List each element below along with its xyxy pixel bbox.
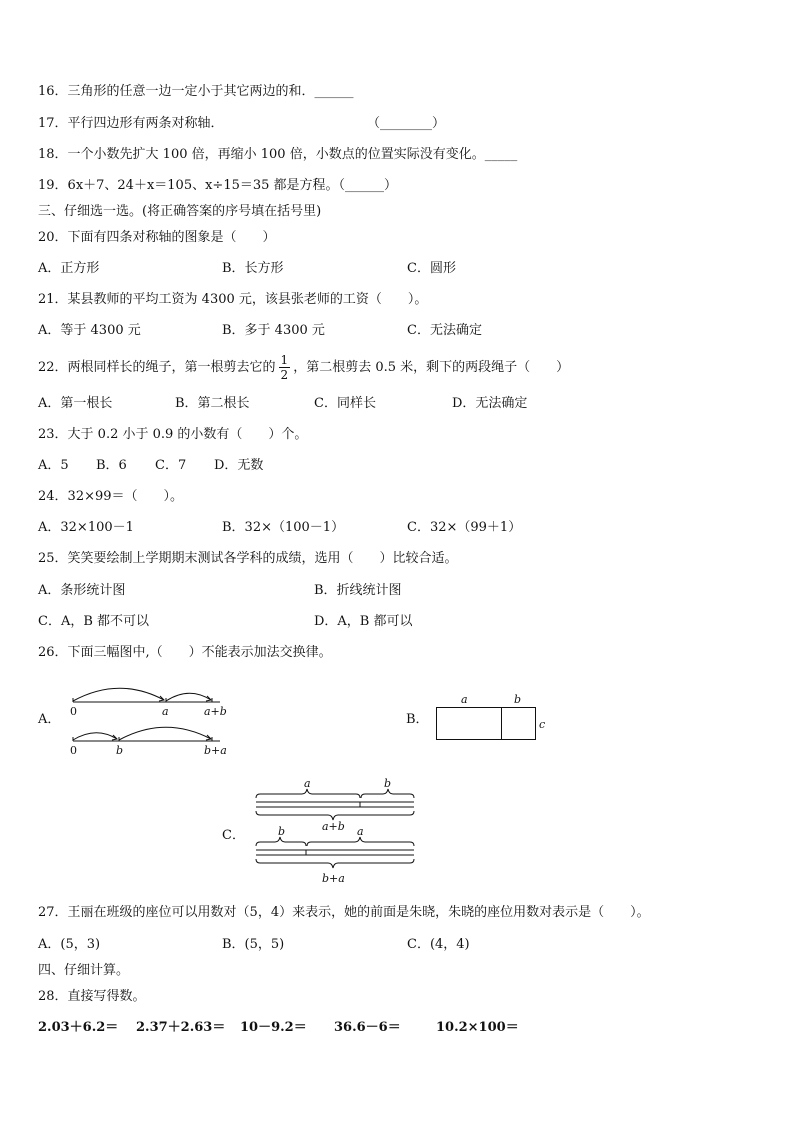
- option-a[interactable]: A．(5，3): [38, 937, 101, 952]
- question-text: 18．一个小数先扩大 100 倍，再缩小 100 倍，小数点的位置实际没有变化。: [38, 147, 485, 162]
- option-b[interactable]: B．折线统计图: [314, 583, 402, 598]
- fraction-denominator: 2: [280, 368, 289, 382]
- option-b[interactable]: B．多于 4300 元: [222, 323, 325, 338]
- jump-arc: [166, 693, 211, 701]
- question-text: 17．平行四边形有两条对称轴．: [38, 116, 224, 131]
- calc-item[interactable]: 2.03＋6.2＝: [38, 1020, 119, 1035]
- option-c[interactable]: C．7: [155, 458, 187, 473]
- option-d[interactable]: D．无数: [214, 458, 264, 473]
- tick-label: 0: [70, 744, 77, 757]
- answer-blank[interactable]: ______: [314, 84, 354, 99]
- option-b[interactable]: B．(5，5): [222, 937, 285, 952]
- option-b[interactable]: B．第二根长: [175, 396, 250, 411]
- option-a[interactable]: A．5: [38, 458, 69, 473]
- jump-arc: [119, 727, 211, 740]
- brace-b: [361, 789, 414, 798]
- brace-sum: [256, 811, 414, 820]
- option-c[interactable]: C．圆形: [407, 261, 456, 276]
- sum-label: b+a: [322, 872, 345, 885]
- jump-arc: [73, 688, 164, 701]
- option-a[interactable]: A．正方形: [38, 261, 100, 276]
- answer-parentheses[interactable]: （________）: [367, 116, 446, 131]
- question-26: 26．下面三幅图中,（ ）不能表示加法交换律。: [38, 645, 332, 660]
- question-28: 28．直接写得数。: [38, 989, 146, 1004]
- question-text: 19．6x＋7、24＋x＝105、x÷15＝35 都是方程。: [38, 178, 339, 193]
- option-c-label[interactable]: C．: [222, 828, 245, 843]
- option-d[interactable]: D．A，B 都可以: [314, 614, 413, 629]
- brace-a: [307, 837, 414, 846]
- segment-label: a: [357, 825, 364, 838]
- answer-blank[interactable]: _____: [484, 147, 518, 162]
- rectangle-figure-b: [430, 690, 560, 745]
- option-c[interactable]: C．32×（99＋1）: [407, 520, 522, 535]
- option-c[interactable]: C．(4，4): [407, 937, 470, 952]
- fraction-numerator: 1: [280, 353, 289, 367]
- option-a[interactable]: A．等于 4300 元: [38, 323, 141, 338]
- brace-sum: [256, 859, 414, 868]
- question-17: [38, 116, 224, 132]
- tick-label: b: [116, 744, 124, 757]
- fraction-one-half: [279, 354, 291, 381]
- answer-parentheses[interactable]: （______）: [338, 178, 398, 193]
- option-b[interactable]: B．长方形: [222, 261, 284, 276]
- question-16: [38, 84, 354, 100]
- question-23: 23．大于 0.2 小于 0.9 的小数有（ ）个。: [38, 427, 308, 442]
- option-a-label[interactable]: A．: [38, 712, 61, 727]
- question-20: 20．下面有四条对称轴的图象是（ ）: [38, 230, 276, 245]
- option-b-label[interactable]: B．: [406, 712, 429, 727]
- option-c[interactable]: C．无法确定: [407, 323, 482, 338]
- segment-label: b: [384, 778, 392, 790]
- brace-b: [256, 837, 306, 846]
- option-b[interactable]: B．6: [96, 458, 127, 473]
- option-d[interactable]: D．无法确定: [452, 396, 528, 411]
- question-21: 21．某县教师的平均工资为 4300 元，该县张老师的工资（ ）。: [38, 292, 428, 307]
- option-c[interactable]: C．同样长: [314, 396, 376, 411]
- question-22: [38, 354, 569, 381]
- option-b[interactable]: B．32×（100－1）: [222, 520, 345, 535]
- tick-label: a+b: [204, 705, 227, 718]
- option-c[interactable]: C．A，B 都不可以: [38, 614, 150, 629]
- question-text: 16．三角形的任意一边一定小于其它两边的和．: [38, 84, 315, 99]
- question-25: 25．笑笑要绘制上学期期末测试各学科的成绩，选用（ ）比较合适。: [38, 551, 458, 566]
- tick-label: 0: [70, 705, 77, 718]
- section-heading-4: 四、仔细计算。: [38, 963, 130, 978]
- jump-arc: [73, 733, 117, 740]
- segment-label: a: [304, 778, 311, 790]
- calc-item[interactable]: 2.37＋2.63＝: [136, 1020, 226, 1035]
- question-19: [38, 178, 397, 194]
- calc-item[interactable]: 10－9.2＝: [240, 1020, 307, 1035]
- side-label: a: [461, 693, 468, 706]
- section-heading-3: 三、仔细选一选。(将正确答案的序号填在括号里): [38, 204, 322, 219]
- sum-label: a+b: [322, 820, 345, 833]
- option-a[interactable]: A．条形统计图: [38, 583, 126, 598]
- side-label: c: [539, 718, 546, 731]
- calc-item[interactable]: 10.2×100＝: [436, 1020, 519, 1035]
- question-27: 27．王丽在班级的座位可以用数对（5，4）来表示，她的前面是朱晓，朱晓的座位用数对表示是（ ）。: [38, 905, 650, 920]
- brace-a: [256, 789, 360, 798]
- option-a[interactable]: A．32×100－1: [38, 520, 134, 535]
- option-a[interactable]: A．第一根长: [38, 396, 113, 411]
- calc-item[interactable]: 36.6－6＝: [334, 1020, 401, 1035]
- rectangle: [437, 708, 536, 740]
- question-text-cont: ，第二根剪去 0.5 米，剩下的两段绳子（ ）: [293, 360, 570, 375]
- question-18: [38, 147, 517, 163]
- tick-label: b+a: [204, 744, 227, 757]
- side-label: b: [514, 693, 522, 706]
- number-line-figure-a: [60, 680, 240, 760]
- question-24: 24．32×99＝（ ）。: [38, 489, 184, 504]
- segment-label: b: [278, 825, 286, 838]
- question-text: 22．两根同样长的绳子，第一根剪去它的: [38, 360, 276, 375]
- tick-label: a: [162, 705, 169, 718]
- segment-figure-c: [250, 778, 420, 890]
